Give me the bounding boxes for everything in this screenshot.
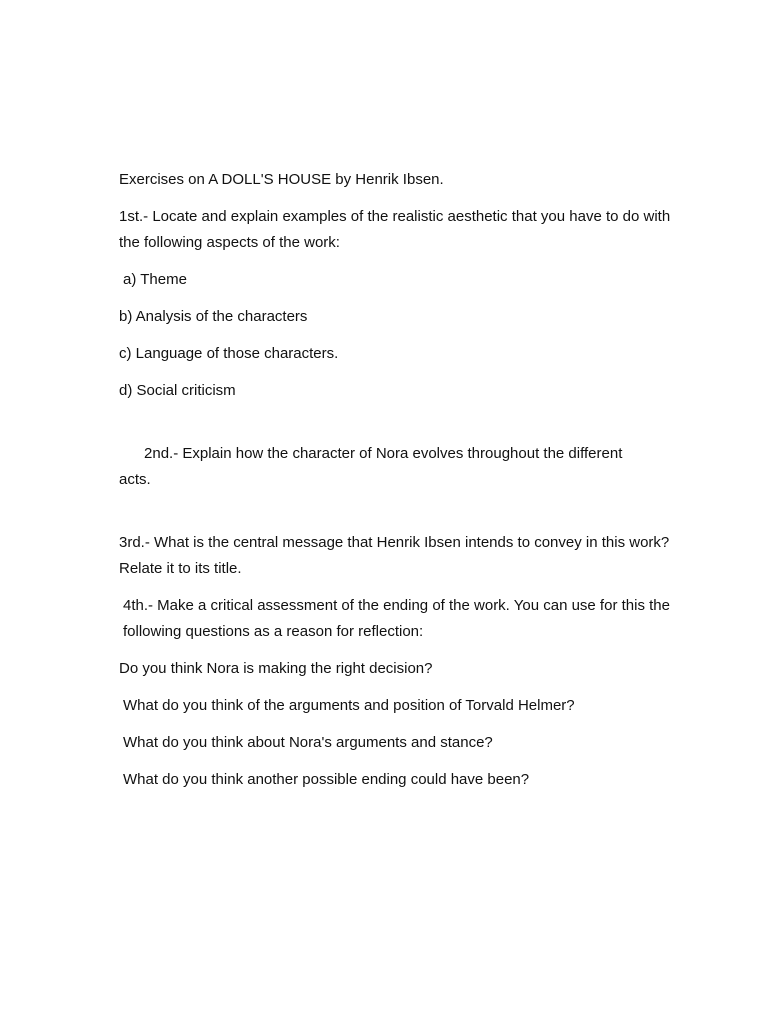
question-1-item-theme: a) Theme xyxy=(123,271,187,288)
question-3: 3rd.- What is the central message that Henrik Ibsen intends to convey in this work? Relate it to its title. xyxy=(119,534,674,577)
question-4-reflection-1: Do you think Nora is making the right decision? xyxy=(119,660,433,677)
question-4-reflection-4: What do you think another possible ending could have been? xyxy=(123,771,530,788)
question-4-reflection-2: What do you think of the arguments and position of Torvald Helmer? xyxy=(123,697,575,714)
question-4-reflection-3: What do you think about Nora's arguments and stance? xyxy=(123,734,493,751)
document-title: Exercises on A DOLL'S HOUSE by Henrik Ibsen. xyxy=(119,171,444,188)
question-1-item-characters: b) Analysis of the characters xyxy=(119,308,308,325)
question-2-line-1: 2nd.- Explain how the character of Nora evolves throughout the different xyxy=(144,445,623,462)
question-2 xyxy=(119,415,694,519)
question-1-item-language: c) Language of those characters. xyxy=(119,345,339,362)
question-2-line-2: acts. xyxy=(119,471,151,488)
document-body xyxy=(119,167,694,804)
question-1: 1st.- Locate and explain examples of the realistic aesthetic that you have to do with the following aspects of the work: xyxy=(119,208,675,251)
question-4: 4th.- Make a critical assessment of the ending of the work. You can use for this the following questions as a reason for reflection: xyxy=(123,597,675,640)
question-1-item-social-criticism: d) Social criticism xyxy=(119,382,236,399)
